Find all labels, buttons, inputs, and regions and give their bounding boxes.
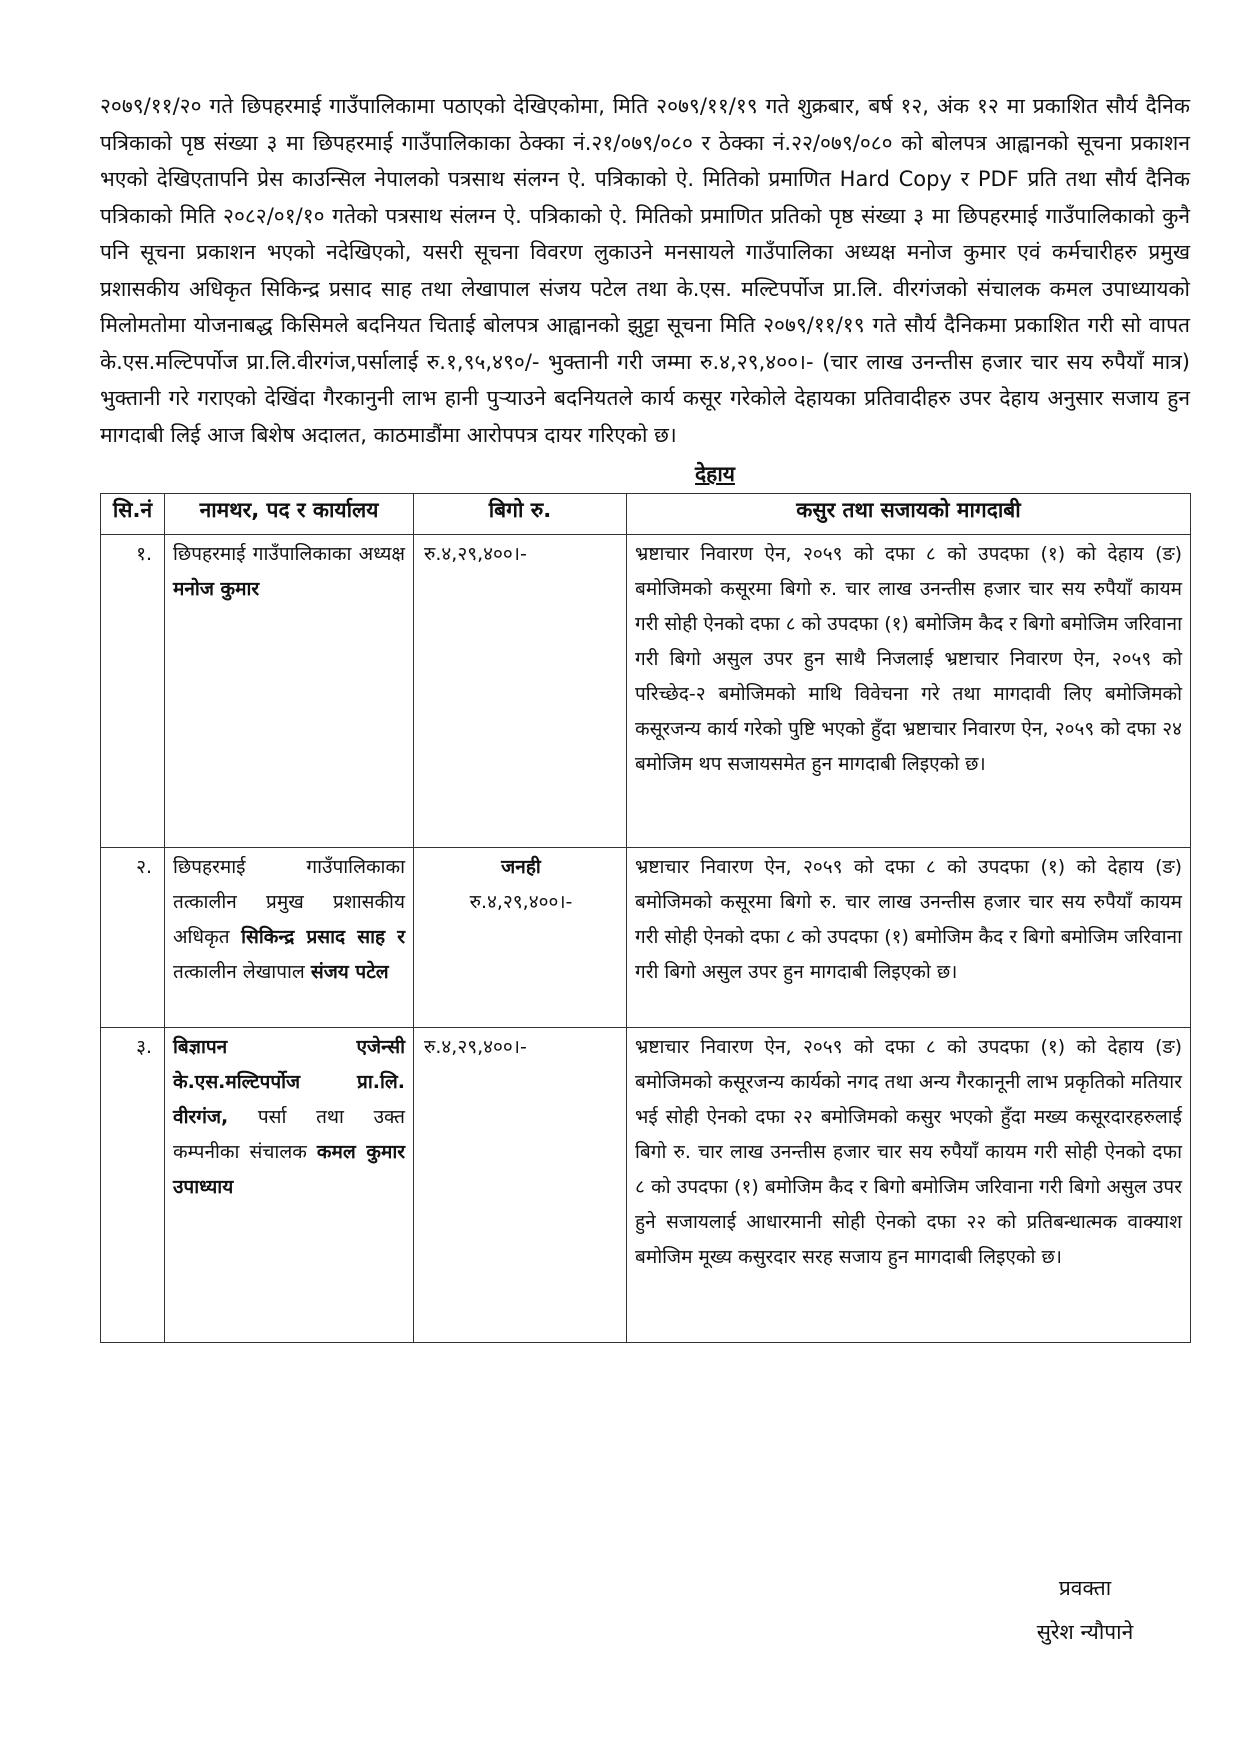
table-caption: देहाय xyxy=(695,462,735,486)
amount-value: रु.४,२९,४००।- xyxy=(424,543,527,565)
charge-description: भ्रष्टाचार निवारण ऐन, २०५९ को दफा ८ को उपदफा (१) को देहाय (ङ) बमोजिमको कसूरमा बिगो रु. चार लाख उनन्तीस हजार चार सय रुपैयाँ कायम गरी सोही ऐनको दफा ८ को उपदफा (१) बमोजिम कैद र बिगो बमोजिम जरिवाना गरी बिगो असुल उपर हुन मागदाबी लिइएको छ। xyxy=(627,848,1191,1028)
table-row xyxy=(101,535,1191,848)
amount-cell xyxy=(414,535,627,848)
signature-block xyxy=(1000,1566,1170,1654)
serial-number: १. xyxy=(101,535,165,848)
defendants-table xyxy=(100,493,1191,1343)
amount-value: रु.४,२९,४००।- xyxy=(424,1036,527,1058)
header-name-post-office: नामथर, पद र कार्यालय xyxy=(165,494,414,535)
amount-label: जनही xyxy=(501,856,541,878)
defendant-name-text: तत्कालीन लेखापाल xyxy=(173,961,311,983)
header-amount: बिगो रु. xyxy=(414,494,627,535)
defendant-name-bold: कमल xyxy=(316,1141,356,1163)
defendant-name xyxy=(165,1028,414,1343)
defendant-name-text: पर्सा तथा उक्त कम्पनीका संचालक xyxy=(173,1106,405,1163)
press-release-page xyxy=(100,88,1190,1343)
amount-cell xyxy=(414,848,627,1028)
defendant-name-bold: सिकिन्द्र प्रसाद साह र xyxy=(241,926,405,948)
table-row xyxy=(101,1028,1191,1343)
defendant-name-bold: मनोज कुमार xyxy=(173,578,260,600)
charge-description: भ्रष्टाचार निवारण ऐन, २०५९ को दफा ८ को उपदफा (१) को देहाय (ङ) बमोजिमको कसूरजन्य कार्यको नगद तथा अन्य गैरकानूनी लाभ प्रकृतिको मतियार भई सोही ऐनको दफा २२ बमोजिमको कसुर भएको हुँदा मख्य कसूरदारहरुलाई बिगो रु. चार लाख उनन्तीस हजार चार सय रुपैयाँ कायम गरी सोही ऐनको दफा ८ को उपदफा (१) बमोजिम कैद र बिगो बमोजिम जरिवाना गरी बिगो असुल उपर हुने सजायलाई आधारमानी सोही ऐनको दफा २२ को प्रतिबन्धात्मक वाक्याश बमोजिम मूख्य कसुरदार सरह सजाय हुन मागदाबी लिइएको छ। xyxy=(627,1028,1191,1343)
defendant-name-text: छिपहरमाई गाउँपालिकाका अध्यक्ष xyxy=(173,543,405,565)
defendant-name xyxy=(165,848,414,1028)
defendant-name xyxy=(165,535,414,848)
serial-number: २. xyxy=(101,848,165,1028)
defendant-name-bold: बिज्ञापन एजेन्सी के.एस.मल्टिपर्पोज प्रा.लि. वीरगंज, xyxy=(173,1036,405,1128)
signature-title: प्रवक्ता xyxy=(1058,1576,1112,1600)
table-header-row xyxy=(101,494,1191,535)
intro-paragraph: २०७९/११/२० गते छिपहरमाई गाउँपालिकामा पठाएको देखिएकोमा, मिति २०७९/११/१९ गते शुक्रबार, बर्ष १२, अंक १२ मा प्रकाशित सौर्य दैनिक पत्रिकाको पृष्ठ संख्या ३ मा छिपहरमाई गाउँपालिकाका ठेक्का नं.२१/०७९/०८० र ठेक्का नं.२२/०७९/०८० को बोलपत्र आह्वानको सूचना प्रकाशन भएको देखिएतापनि प्रेस काउन्सिल नेपालको पत्रसाथ संलग्न ऐ. पत्रिकाको ऐ. मितिको प्रमाणित Hard Copy र PDF प्रति तथा सौर्य दैनिक पत्रिकाको मिति २०८२/०१/१० गतेको पत्रसाथ संलग्न ऐ. पत्रिकाको ऐ. मितिको प्रमाणित प्रतिको पृष्ठ संख्या ३ मा छिपहरमाई गाउँपालिकाको कुनै पनि सूचना प्रकाशन भएको नदेखिएको, यसरी सूचना विवरण लुकाउने मनसायले गाउँपालिका अध्यक्ष मनोज कुमार एवं कर्मचारीहरु प्रमुख प्रशासकीय अधिकृत सिकिन्द्र प्रसाद साह तथा लेखापाल संजय पटेल तथा के.एस. मल्टिपर्पोज प्रा.लि. वीरगंजको संचालक कमल उपाध्यायको मिलोमतोमा योजनाबद्ध किसिमले बदनियत चिताई बोलपत्र आह्वानको झुट्टा सूचना मिति २०७९/११/१९ गते सौर्य दैनिकमा प्रकाशित गरी सो वापत के.एस.मल्टिपर्पोज प्रा.लि.वीरगंज,पर्सालाई रु.१,९५,४९०/- भुक्तानी गरी जम्मा रु.४,२९,४००।- (चार लाख उनन्तीस हजार चार सय रुपैयाँ मात्र) भुक्तानी गरे गराएको देखिंदा गैरकानुनी लाभ हानी पुऱ्याउने बदनियतले कार्य कसूर गरेकोले देहायका प्रतिवादीहरु उपर देहाय अनुसार सजाय हुन मागदाबी लिई आज बिशेष अदालत, काठमाडौंमा आरोपपत्र दायर गरिएको छ। xyxy=(100,94,1190,447)
header-serial-number: सि.नं xyxy=(101,494,165,535)
defendant-name-bold: कुमार उपाध्याय xyxy=(173,1141,406,1198)
signature-name: सुरेश न्यौपाने xyxy=(1036,1620,1134,1644)
serial-number: ३. xyxy=(101,1028,165,1343)
amount-value: रु.४,२९,४००।- xyxy=(469,891,573,913)
table-row xyxy=(101,848,1191,1028)
defendant-name-text: छिपहरमाई गाउँपालिकाका तत्कालीन प्रमुख प्रशासकीय अधिकृत xyxy=(173,856,405,948)
charge-description: भ्रष्टाचार निवारण ऐन, २०५९ को दफा ८ को उपदफा (१) को देहाय (ङ) बमोजिमको कसूरमा बिगो रु. चार लाख उनन्तीस हजार चार सय रुपैयाँ कायम गरी सोही ऐनको दफा ८ को उपदफा (१) बमोजिम कैद र बिगो बमोजिम जरिवाना गरी बिगो असुल उपर हुन साथै निजलाई भ्रष्टाचार निवारण ऐन, २०५९ को परिच्छेद-२ बमोजिमको माथि विवेचना गरे तथा मागदावी लिए बमोजिमको कसूरजन्य कार्य गरेको पुष्टि भएको हुँदा भ्रष्टाचार निवारण ऐन, २०५९ को दफा २४ बमोजिम थप सजायसमेत हुन मागदाबी लिइएको छ। xyxy=(627,535,1191,848)
amount-cell xyxy=(414,1028,627,1343)
header-charge-and-penalty: कसुर तथा सजायको मागदाबी xyxy=(627,494,1191,535)
defendant-name-bold: संजय पटेल xyxy=(310,961,389,983)
